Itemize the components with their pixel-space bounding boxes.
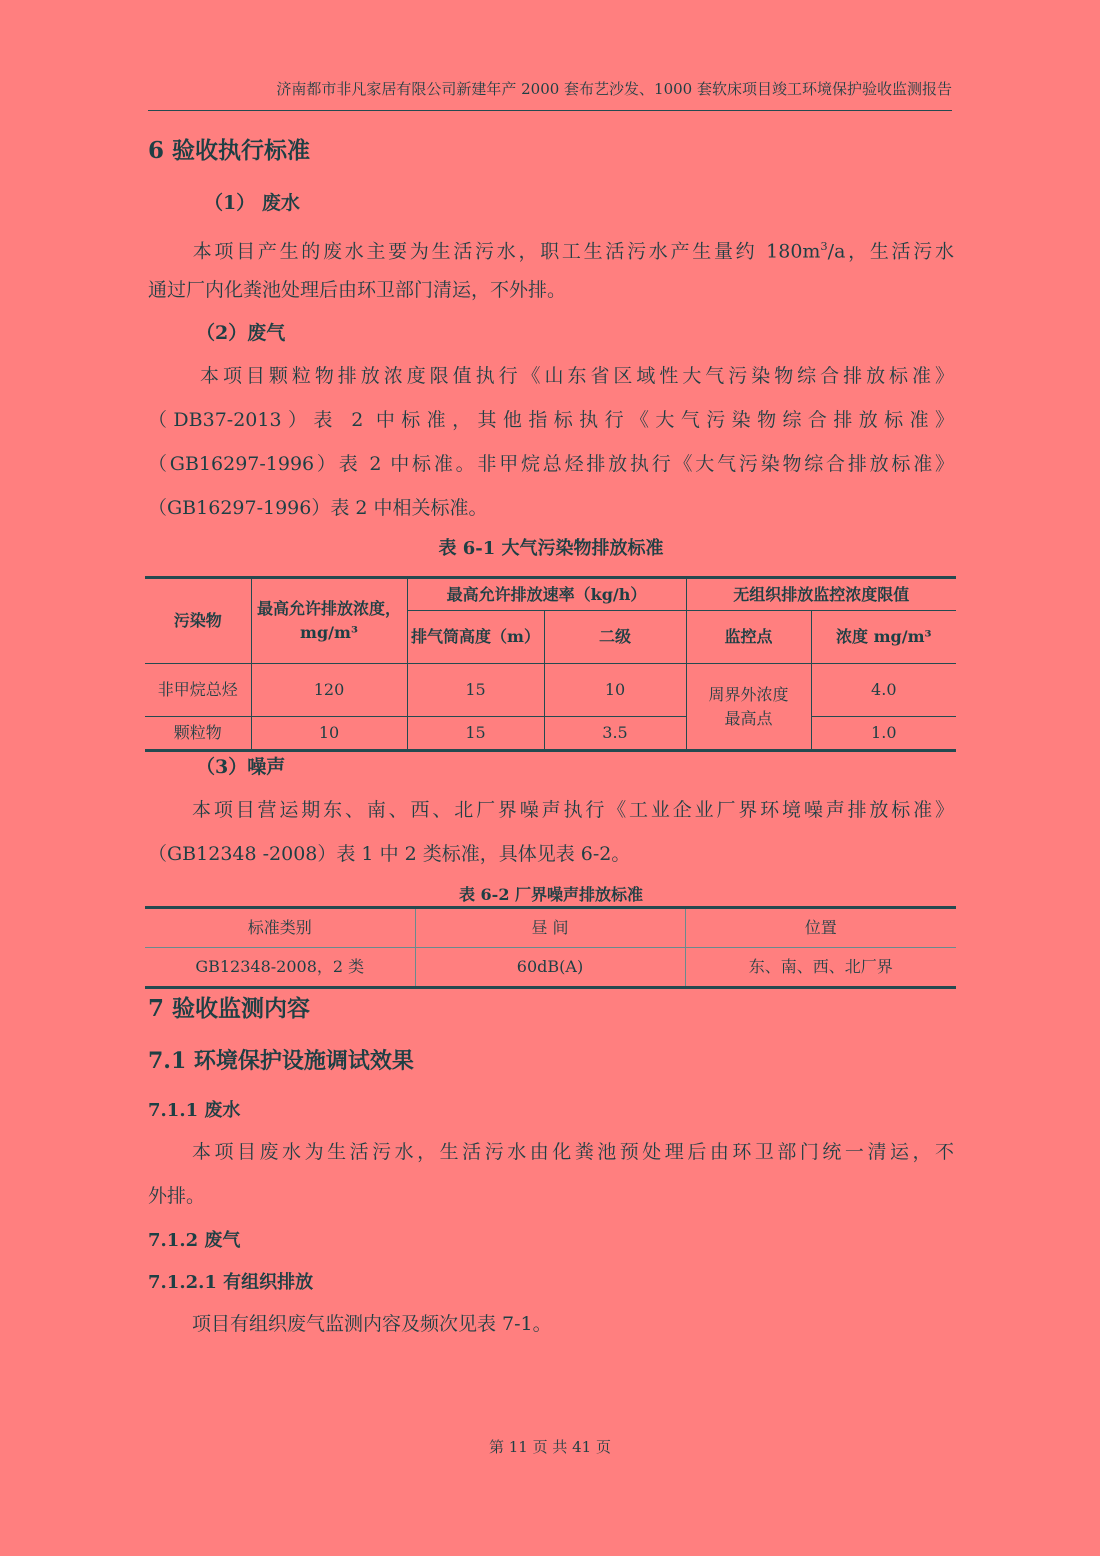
table-6-2-caption: 表 6-2 厂界噪声排放标准 bbox=[458, 885, 644, 904]
cell-daytime-limit: 60dB(A) bbox=[415, 948, 685, 988]
cell-rate: 3.5 bbox=[544, 717, 686, 751]
th-max-rate: 最高允许排放速率（kg/h） bbox=[407, 578, 686, 611]
section-7-heading: 7 验收监测内容 bbox=[148, 995, 311, 1022]
section-7-1-1-paragraph bbox=[148, 1130, 954, 1218]
table-row bbox=[145, 664, 956, 717]
cell-concentration: 10 bbox=[251, 717, 407, 751]
running-header: 济南都市非凡家居有限公司新建年产 2000 套布艺沙发、1000 套软床项目竣工环境保护验收监测报告 bbox=[276, 80, 952, 98]
cell-limit: 4.0 bbox=[811, 664, 956, 717]
noise-heading: （3）噪声 bbox=[196, 756, 286, 778]
th-monitor-point: 监控点 bbox=[686, 611, 811, 664]
wastewater-line-2: 通过厂内化粪池处理后由环卫部门清运，不外排。 bbox=[148, 279, 567, 301]
header-rule bbox=[148, 110, 952, 111]
wastewater-text-a: 本项目产生的废水主要为生活污水，职工生活污水产生量约 180m bbox=[190, 240, 821, 263]
th-location: 位置 bbox=[685, 908, 956, 948]
table-header-row bbox=[145, 908, 956, 948]
exhaust-line-3: （GB16297-1996）表 2 中标准。非甲烷总烃排放执行《大气污染物综合排放标准》 bbox=[148, 453, 954, 475]
exhaust-heading: （2）废气 bbox=[196, 322, 286, 344]
section-7-1-2-heading: 7.1.2 废气 bbox=[148, 1230, 241, 1251]
noise-line-2: （GB12348 -2008）表 1 中 2 类标准，具体见表 6-2。 bbox=[148, 843, 631, 865]
exhaust-line-2: （DB37-2013）表 2 中标准，其他指标执行《大气污染物综合排放标准》 bbox=[148, 409, 954, 431]
section-7-1-1-heading: 7.1.1 废水 bbox=[148, 1100, 241, 1121]
th-standard-category: 标准类别 bbox=[247, 918, 312, 937]
cell-location: 东、南、西、北厂界 bbox=[685, 948, 956, 988]
th-max-concentration: 最高允许排放浓度，mg/m³ bbox=[251, 578, 407, 664]
th-concentration: 浓度 mg/m³ bbox=[811, 611, 956, 664]
section-7-1-2-1-text: 项目有组织废气监测内容及频次见表 7-1。 bbox=[192, 1313, 552, 1335]
exhaust-paragraph bbox=[148, 354, 954, 530]
wastewater-text-b: /a，生活污水 bbox=[827, 240, 954, 263]
cell-standard: GB12348-2008，2 类 bbox=[145, 948, 415, 988]
th-stack-height: 排气筒高度（m） bbox=[407, 611, 544, 664]
table-row bbox=[145, 717, 956, 751]
th-level-2: 二级 bbox=[544, 611, 686, 664]
cell-stack-height: 15 bbox=[407, 717, 544, 751]
cell-limit: 1.0 bbox=[811, 717, 956, 751]
cell-stack-height: 15 bbox=[407, 664, 544, 717]
table-6-1-caption: 表 6-1 大气污染物排放标准 bbox=[438, 538, 664, 559]
cell-monitor-point: 周界外浓度最高点 bbox=[686, 664, 811, 751]
table-6-1 bbox=[145, 576, 956, 752]
cell-concentration: 120 bbox=[251, 664, 407, 717]
page-number: 第 11 页 共 41 页 bbox=[488, 1438, 611, 1456]
noise-paragraph bbox=[148, 788, 954, 876]
wastewater-heading: （1） 废水 bbox=[204, 192, 300, 214]
cell-pollutant: 颗粒物 bbox=[145, 717, 251, 751]
cell-rate: 10 bbox=[544, 664, 686, 717]
wastewater-sup: 3 bbox=[820, 239, 828, 253]
section-6-heading: 6 验收执行标准 bbox=[148, 137, 311, 164]
section-7-1-1-line-2: 外排。 bbox=[148, 1185, 206, 1207]
exhaust-line-4: （GB16297-1996）表 2 中相关标准。 bbox=[148, 497, 488, 519]
cell-pollutant: 非甲烷总烃 bbox=[145, 664, 251, 717]
exhaust-line-1: 本项目颗粒物排放浓度限值执行《山东省区域性大气污染物综合排放标准》 bbox=[200, 365, 954, 387]
th-pollutant: 污染物 bbox=[145, 578, 251, 664]
wastewater-paragraph bbox=[148, 224, 954, 312]
section-7-1-heading: 7.1 环境保护设施调试效果 bbox=[148, 1048, 414, 1074]
table-6-2 bbox=[145, 906, 956, 989]
section-7-1-2-1-heading: 7.1.2.1 有组织排放 bbox=[148, 1272, 314, 1293]
th-daytime: 昼 间 bbox=[415, 908, 685, 948]
th-unorganized-limit: 无组织排放监控浓度限值 bbox=[686, 578, 956, 611]
noise-line-1: 本项目营运期东、南、西、北厂界噪声执行《工业企业厂界环境噪声排放标准》 bbox=[192, 799, 954, 821]
table-row bbox=[145, 948, 956, 988]
section-7-1-1-line-1: 本项目废水为生活污水，生活污水由化粪池预处理后由环卫部门统一清运，不 bbox=[192, 1141, 954, 1163]
